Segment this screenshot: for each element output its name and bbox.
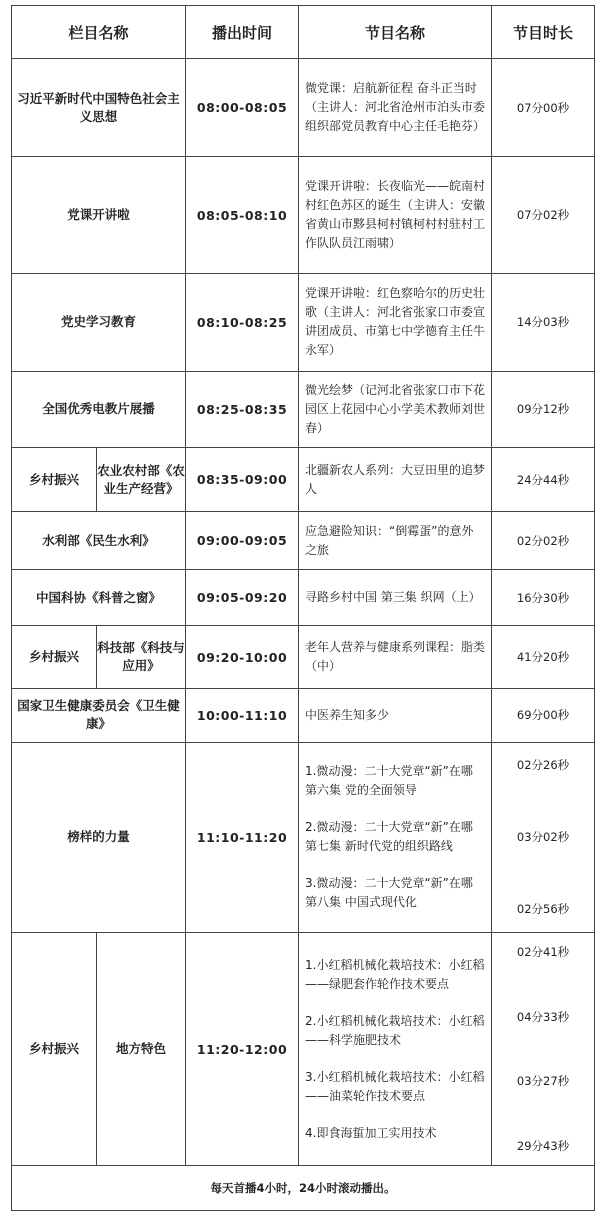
air-time: 09:00-09:05 bbox=[186, 512, 299, 570]
duration: 03分02秒 bbox=[516, 830, 570, 845]
table-row bbox=[12, 371, 595, 447]
duration: 09分12秒 bbox=[492, 371, 595, 447]
table-row bbox=[12, 570, 595, 626]
duration: 41分20秒 bbox=[492, 626, 595, 688]
air-time: 08:10-08:25 bbox=[186, 273, 299, 371]
header-program-name: 节目名称 bbox=[299, 6, 492, 59]
column-name: 乡村振兴 bbox=[12, 933, 97, 1166]
schedule-table bbox=[11, 5, 595, 1211]
program-item: 1.微动漫：二十大党章“新”在哪 第六集 党的全面领导 bbox=[305, 764, 473, 798]
program-item: 1.小红稻机械化栽培技术：小红稻——绿肥套作轮作技术要点 bbox=[305, 957, 485, 991]
duration: 24分44秒 bbox=[492, 448, 595, 512]
program-name: 应急避险知识：“倒霉蛋”的意外之旅 bbox=[299, 512, 492, 570]
air-time: 10:00-11:10 bbox=[186, 688, 299, 742]
column-name: 国家卫生健康委员会《卫生健康》 bbox=[12, 688, 186, 742]
column-name: 乡村振兴 bbox=[12, 626, 97, 688]
program-item: 3.微动漫：二十大党章“新”在哪 第八集 中国式现代化 bbox=[305, 876, 473, 910]
air-time: 08:35-09:00 bbox=[186, 448, 299, 512]
program-item: 3.小红稻机械化栽培技术：小红稻——油菜轮作技术要点 bbox=[305, 1069, 485, 1103]
table-row bbox=[12, 688, 595, 742]
program-name: 北疆新农人系列：大豆田里的追梦人 bbox=[299, 448, 492, 512]
table-row bbox=[12, 59, 595, 157]
column-name: 党史学习教育 bbox=[12, 273, 186, 371]
header-column-name: 栏目名称 bbox=[12, 6, 186, 59]
program-name: 中医养生知多少 bbox=[299, 688, 492, 742]
program-name: 党课开讲啦：红色察哈尔的历史壮歌（主讲人：河北省张家口市委宣讲团成员、市第七中学德育主任牛永军） bbox=[299, 273, 492, 371]
column-name: 榜样的力量 bbox=[12, 742, 186, 932]
air-time: 11:20-12:00 bbox=[186, 933, 299, 1166]
table-row-group-role-models bbox=[12, 742, 595, 932]
column-name: 全国优秀电教片展播 bbox=[12, 371, 186, 447]
sub-column-name: 农业农村部《农业生产经营》 bbox=[97, 448, 186, 512]
duration: 07分00秒 bbox=[492, 59, 595, 157]
program-name: 党课开讲啦：长夜临光——皖南村村红色苏区的诞生（主讲人：安徽省黄山市黟县柯村镇柯村村驻村工作队队员江雨啸） bbox=[299, 157, 492, 273]
program-item: 2.小红稻机械化栽培技术：小红稻——科学施肥技术 bbox=[305, 1013, 485, 1047]
air-time: 09:05-09:20 bbox=[186, 570, 299, 626]
column-name: 中国科协《科普之窗》 bbox=[12, 570, 186, 626]
header-air-time: 播出时间 bbox=[186, 6, 299, 59]
duration: 02分41秒 bbox=[516, 945, 570, 959]
duration-list bbox=[492, 933, 595, 1166]
program-name: 微光绘梦（记河北省张家口市下花园区上花园中心小学美术教师刘世春） bbox=[299, 371, 492, 447]
column-name: 习近平新时代中国特色社会主义思想 bbox=[12, 59, 186, 157]
duration: 29分43秒 bbox=[516, 1138, 570, 1153]
duration: 14分03秒 bbox=[492, 273, 595, 371]
duration: 16分30秒 bbox=[492, 570, 595, 626]
table-row-group-local bbox=[12, 933, 595, 1166]
air-time: 08:00-08:05 bbox=[186, 59, 299, 157]
duration: 69分00秒 bbox=[492, 688, 595, 742]
table-row bbox=[12, 626, 595, 688]
column-name: 水利部《民生水利》 bbox=[12, 512, 186, 570]
program-name: 老年人营养与健康系列课程：脂类（中） bbox=[299, 626, 492, 688]
column-name: 乡村振兴 bbox=[12, 448, 97, 512]
program-list bbox=[299, 742, 492, 932]
duration: 02分26秒 bbox=[516, 758, 570, 773]
header-duration: 节目时长 bbox=[492, 6, 595, 59]
table-row bbox=[12, 512, 595, 570]
air-time: 11:10-11:20 bbox=[186, 742, 299, 932]
program-list bbox=[299, 933, 492, 1166]
program-item: 4.即食海蜇加工实用技术 bbox=[305, 1125, 437, 1140]
duration-list bbox=[492, 742, 595, 932]
program-name: 寻路乡村中国 第三集 织网（上） bbox=[299, 570, 492, 626]
program-name: 微党课：启航新征程 奋斗正当时（主讲人：河北省沧州市泊头市委组织部党员教育中心主任毛艳芬） bbox=[299, 59, 492, 157]
duration: 07分02秒 bbox=[492, 157, 595, 273]
air-time: 08:05-08:10 bbox=[186, 157, 299, 273]
footer-row bbox=[12, 1165, 595, 1210]
duration: 02分02秒 bbox=[492, 512, 595, 570]
sub-column-name: 科技部《科技与应用》 bbox=[97, 626, 186, 688]
table-row bbox=[12, 273, 595, 371]
duration: 04分33秒 bbox=[516, 1009, 570, 1024]
header-row bbox=[12, 6, 595, 59]
sub-column-name: 地方特色 bbox=[97, 933, 186, 1166]
duration: 02分56秒 bbox=[516, 902, 570, 917]
column-name: 党课开讲啦 bbox=[12, 157, 186, 273]
footer-note: 每天首播4小时，24小时滚动播出。 bbox=[12, 1165, 595, 1210]
table-row bbox=[12, 157, 595, 273]
air-time: 09:20-10:00 bbox=[186, 626, 299, 688]
table-row bbox=[12, 448, 595, 512]
air-time: 08:25-08:35 bbox=[186, 371, 299, 447]
program-item: 2.微动漫：二十大党章“新”在哪 第七集 新时代党的组织路线 bbox=[305, 820, 473, 854]
duration: 03分27秒 bbox=[516, 1074, 570, 1089]
